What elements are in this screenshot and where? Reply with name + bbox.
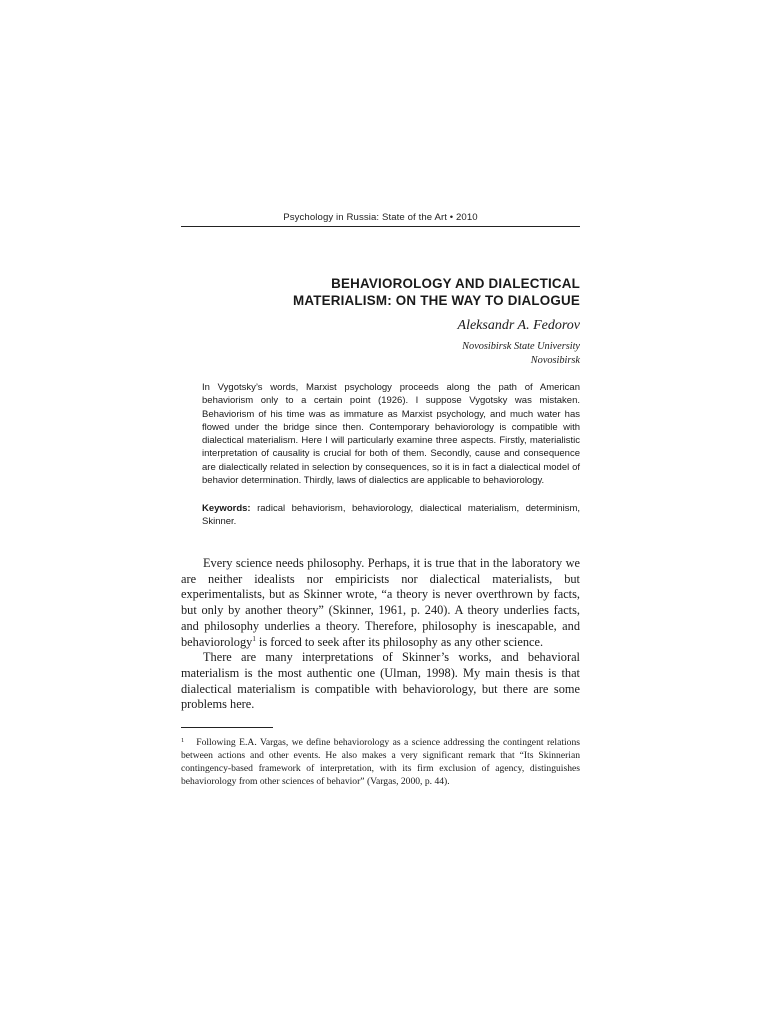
body-text (181, 556, 580, 713)
header-rule (181, 226, 580, 227)
author-name: Aleksandr A. Fedorov (457, 318, 580, 333)
paragraph-1-text-a: Every science needs philosophy. Perhaps, it is true that in the laboratory we are neither idealists nor empiricists nor dialectical materialists, but experimentalists, but as Skinner wrote, “a theory is never overthrown by facts, but only by another theory” (Skinner, 1961, p. 240). A theory underlies facts, and philosophy underlies a theory. Therefore, philosophy is inescapable, and behaviorology (181, 556, 580, 649)
title-line-1: BEHAVIOROLOGY AND DIALECTICAL (331, 276, 580, 291)
body-paragraph-2: There are many interpretations of Skinner’s works, and behavioral materialism is the most authentic one (Ulman, 1998). My main thesis is that dialectical materialism is compatible with behaviorology, but there are some problems here. (181, 650, 580, 712)
footnote-mark: 1 (181, 737, 185, 744)
article-page (181, 0, 580, 1024)
abstract: In Vygotsky’s words, Marxist psychology proceeds along the path of American behaviorism only to a certain point (1926). I suppose Vygotsky was mistaken. Behaviorism of his time was as immature as Marxist psychology, and much water has flowed under the bridge since then. Contemporary behaviorology is compatible with dialectical materialism. Here I will particularly examine three aspects. Firstly, materialistic interpretation of causality is crucial for both of them. Secondly, cause and consequence are dialectically related in selection by consequences, so it is in fact a dialectical model of behavior determination. Thirdly, laws of dialectics are applicable to behaviorology. (202, 382, 580, 486)
affiliation-university: Novosibirsk State University (462, 341, 580, 352)
author-affiliation (462, 340, 580, 367)
keywords-list: radical behaviorism, behaviorology, dialectical materialism, determinism, Skinner. (202, 503, 580, 528)
body-paragraph-1 (181, 556, 580, 650)
article-title (181, 276, 580, 309)
title-line-2: MATERIALISM: ON THE WAY TO DIALOGUE (293, 292, 580, 308)
running-head: Psychology in Russia: State of the Art • 2010 (283, 212, 478, 223)
footnote (181, 734, 580, 788)
paragraph-1-text-b: is forced to seek after its philosophy as any other science. (255, 634, 544, 649)
keywords-label: Keywords: (202, 503, 251, 514)
footnote-rule (181, 727, 273, 728)
footnote-text: Following E.A. Vargas, we define behaviorology as a science addressing the contingent relations between actions and other events. He also makes a very significant remark that “Its Skinnerian contingency-based framework of interpretation, with its firm exclusion of agency, distinguishes behaviorology from other sciences of behavior” (Vargas, 2000, p. 44). (181, 737, 580, 787)
affiliation-city: Novosibirsk (530, 354, 580, 366)
keywords (202, 502, 580, 529)
footnote-reference: 1 (252, 634, 256, 643)
